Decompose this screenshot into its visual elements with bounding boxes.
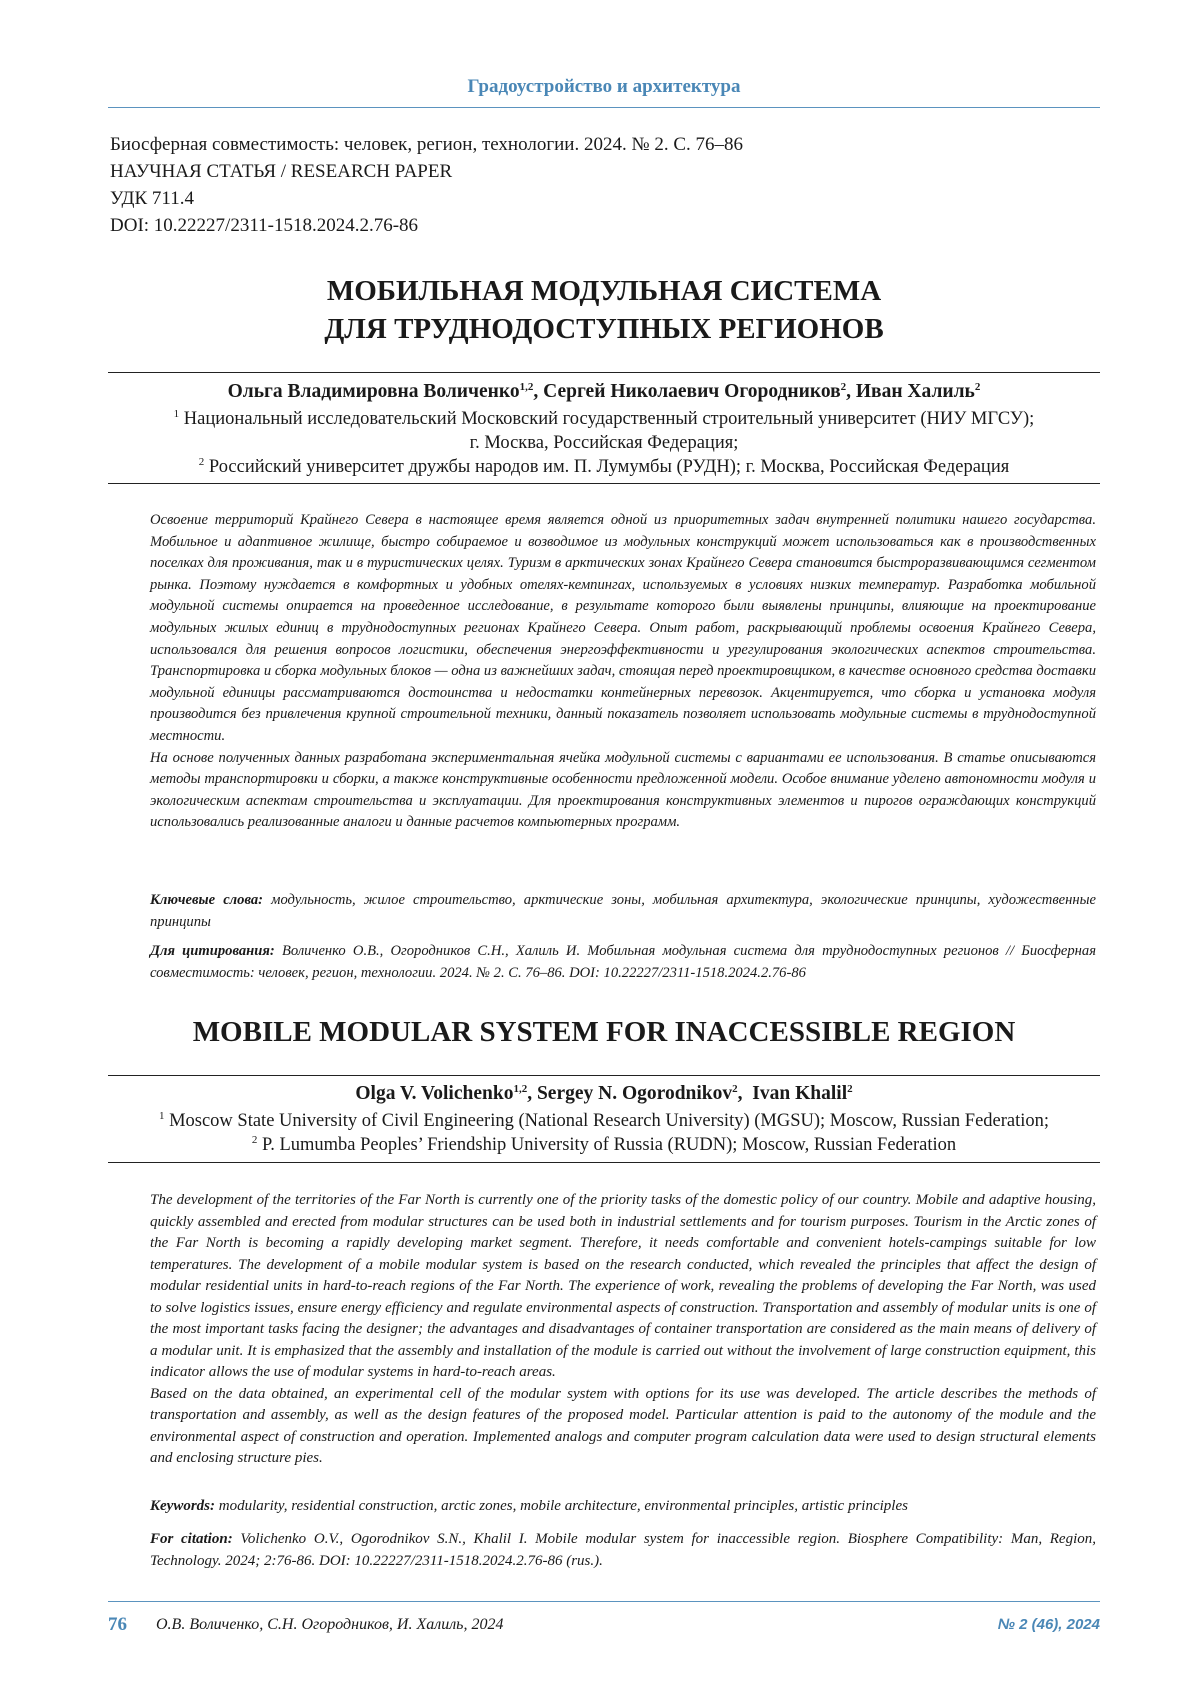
author-en-2: Sergey N. Ogorodnikov xyxy=(537,1083,732,1104)
issue-number: № 2 (46), 2024 xyxy=(998,1616,1100,1633)
citation-ru xyxy=(150,941,1096,984)
page-footer xyxy=(108,1614,1100,1640)
abstract-ru xyxy=(150,510,1096,834)
affil-ru-1-line1 xyxy=(108,407,1100,431)
keywords-ru xyxy=(150,890,1096,933)
affil-en-1-sup: 1 xyxy=(159,1110,165,1122)
title-ru-line2: ДЛЯ ТРУДНОДОСТУПНЫХ РЕГИОНОВ xyxy=(108,310,1100,348)
keywords-ru-text: модульность, жилое строительство, арктические зоны, мобильная архитектура, экологические принципы, художественные принципы xyxy=(150,892,1096,930)
article-meta xyxy=(110,131,1010,239)
author-ru-2: Сергей Николаевич Огородников xyxy=(543,381,840,402)
abstract-en-p1: The development of the territories of the Far North is currently one of the priority tasks of the domestic policy of our country. Mobile and adaptive housing, quickly assembled and erected from modular structures can be used both in industrial settlements and for tourism purposes. Tourism in the Arctic zones of the Far North is becoming a rapidly developing market segment. Therefore, it needs comfortable and convenient hotels-campings suitable for low temperatures. The development of a mobile modular system is based on the research conducted, which revealed the principles that affect the design of modular residential units in hard-to-reach regions of the Far North. The experience of work, revealing the problems of developing the Far North, was used to solve logistics issues, ensure energy efficiency and regulate environmental aspects of construction. Transportation and assembly of modular units is one of the most important tasks facing the designer; the advantages and disadvantages of container transportation are considered as the main means of delivery of a modular unit. It is emphasized that the assembly and installation of the module is carried out without the involvement of large construction equipment, this indicator allows the use of modular systems in hard-to-reach areas. xyxy=(150,1190,1096,1384)
affil-ru-2 xyxy=(108,455,1100,479)
journal-page xyxy=(0,0,1200,1698)
affil-ru-1-text: Национальный исследовательский Московский государственный строительный университет (НИУ МГСУ); xyxy=(184,409,1035,429)
title-en: MOBILE MODULAR SYSTEM FOR INACCESSIBLE REGION xyxy=(108,1016,1100,1049)
header-rule xyxy=(108,107,1100,108)
paper-type: НАУЧНАЯ СТАТЬЯ / RESEARCH PAPER xyxy=(110,158,1010,185)
citation-en-label: For citation: xyxy=(150,1531,233,1547)
title-ru-line1: МОБИЛЬНАЯ МОДУЛЬНАЯ СИСТЕМА xyxy=(108,272,1100,310)
doi: DOI: 10.22227/2311-1518.2024.2.76-86 xyxy=(110,212,1010,239)
keywords-en xyxy=(150,1496,1096,1518)
affil-ru-1-sup: 1 xyxy=(174,408,180,420)
author-ru-1: Ольга Владимировна Воличенко xyxy=(228,381,520,402)
affil-en-2 xyxy=(108,1133,1100,1157)
affiliations-en-bottom-rule xyxy=(108,1162,1100,1163)
affil-ru-2-text: Российский университет дружбы народов им. П. Лумумбы (РУДН); г. Москва, Российская Федерация xyxy=(209,457,1009,477)
page-number: 76 xyxy=(108,1614,127,1636)
title-ru xyxy=(108,272,1100,348)
footer-authors: О.В. Воличенко, С.Н. Огородников, И. Халиль, 2024 xyxy=(156,1616,503,1634)
author-en-1-sup: 1,2 xyxy=(513,1083,527,1095)
affiliations-ru xyxy=(108,407,1100,479)
section-header: Градоустройство и архитектура xyxy=(108,76,1100,98)
author-ru-1-sup: 1,2 xyxy=(520,381,534,393)
affil-en-2-text: P. Lumumba Peoples’ Friendship University of Russia (RUDN); Moscow, Russian Federation xyxy=(262,1135,956,1155)
authors-en-top-rule xyxy=(108,1075,1100,1076)
authors-en: Olga V. Volichenko1,2, Sergey N. Ogorodnikov2, Ivan Khalil2 xyxy=(108,1083,1100,1105)
affil-en-1 xyxy=(108,1109,1100,1133)
footer-rule xyxy=(108,1601,1100,1602)
keywords-en-text: modularity, residential construction, arctic zones, mobile architecture, environmental principles, artistic principles xyxy=(219,1498,908,1514)
author-ru-2-sup: 2 xyxy=(841,381,847,393)
citation-ru-text: Воличенко О.В., Огородников С.Н., Халиль И. Мобильная модульная система для труднодоступных регионов // Биосферная совместимость: человек, регион, технологии. 2024. № 2. С. 76–86. DOI: 10.22227/2311-1518.2024.2.76-86 xyxy=(150,943,1096,981)
author-en-3-sup: 2 xyxy=(847,1083,853,1095)
citation-ru-label: Для цитирования: xyxy=(150,943,275,959)
citation-en xyxy=(150,1529,1096,1572)
journal-line: Биосферная совместимость: человек, регион, технологии. 2024. № 2. С. 76–86 xyxy=(110,131,1010,158)
author-ru-3-sup: 2 xyxy=(975,381,981,393)
citation-en-text: Volichenko O.V., Ogorodnikov S.N., Khalil I. Mobile modular system for inaccessible region. Biosphere Compatibility: Man, Region, Technology. 2024; 2:76-86. DOI: 10.22227/2311-1518.2024.2.76-86 (rus.). xyxy=(150,1531,1096,1569)
affiliations-en xyxy=(108,1109,1100,1157)
abstract-ru-p1: Освоение территорий Крайнего Севера в настоящее время является одной из приоритетных задач внутренней политики нашего государства. Мобильное и адаптивное жилище, быстро собираемое и возводимое из модульных конструкций может использоваться как в производственных поселках для проживания, так и в туристических целях. Туризм в арктических зонах Крайнего Севера становится быстроразвивающимся сегментом рынка. Поэтому нуждается в комфортных и удобных отелях-кемпингах, используемых в условиях низких температур. Разработка мобильной модульной системы опирается на проведенное исследование, в результате которого были выявлены принципы, влияющие на проектирование модульных жилых единиц в труднодоступных регионах Крайнего Севера. Опыт работ, раскрывающий проблемы освоения Крайнего Севера, использовался для решения вопросов логистики, обеспечения энергоэффективности и урегулирования экологических аспектов строительства. Транспортировка и сборка модульных блоков — одна из важнейших задач, стоящая перед проектировщиком, в качестве основного средства доставки модульной единицы рассматриваются достоинства и недостатки контейнерных перевозок. Акцентируется, что сборка и установка модуля производится без привлечения крупной строительной техники, данный показатель позволяет использовать модульные системы в труднодоступной местности. xyxy=(150,510,1096,748)
affil-en-1-text: Moscow State University of Civil Engineering (National Research University) (MGSU); Moscow, Russian Federation; xyxy=(169,1111,1049,1131)
udc: УДК 711.4 xyxy=(110,185,1010,212)
author-en-2-sup: 2 xyxy=(732,1083,738,1095)
affil-ru-1-line2: г. Москва, Российская Федерация; xyxy=(108,431,1100,455)
author-en-3: Ivan Khalil xyxy=(752,1083,847,1104)
keywords-en-label: Keywords: xyxy=(150,1498,215,1514)
abstract-ru-p2: На основе полученных данных разработана экспериментальная ячейка модульной системы с вариантами ее использования. В статье описываются методы транспортировки и сборки, а также конструктивные особенности предложенной модели. Особое внимание уделено автономности модуля и экологическим аспектам строительства и эксплуатации. Для проектирования конструктивных элементов и пирогов ограждающих конструкций использовались реализованные аналоги и данные расчетов компьютерных программ. xyxy=(150,748,1096,834)
authors-ru: Ольга Владимировна Воличенко1,2, Сергей Николаевич Огородников2, Иван Халиль2 xyxy=(108,381,1100,403)
affil-en-2-sup: 2 xyxy=(252,1134,258,1146)
keywords-ru-label: Ключевые слова: xyxy=(150,892,263,908)
affil-ru-2-sup: 2 xyxy=(199,456,205,468)
authors-ru-top-rule xyxy=(108,372,1100,373)
author-ru-3: Иван Халиль xyxy=(856,381,975,402)
abstract-en-p2: Based on the data obtained, an experimental cell of the modular system with options for its use was developed. The article describes the methods of transportation and assembly, as well as the design features of the proposed model. Particular attention is paid to the autonomy of the module and the environmental aspect of construction and operation. Implemented analogs and computer program calculation data were used to design structural elements and enclosing structure pies. xyxy=(150,1384,1096,1470)
affiliations-ru-bottom-rule xyxy=(108,483,1100,484)
author-en-1: Olga V. Volichenko xyxy=(355,1083,513,1104)
abstract-en xyxy=(150,1190,1096,1470)
